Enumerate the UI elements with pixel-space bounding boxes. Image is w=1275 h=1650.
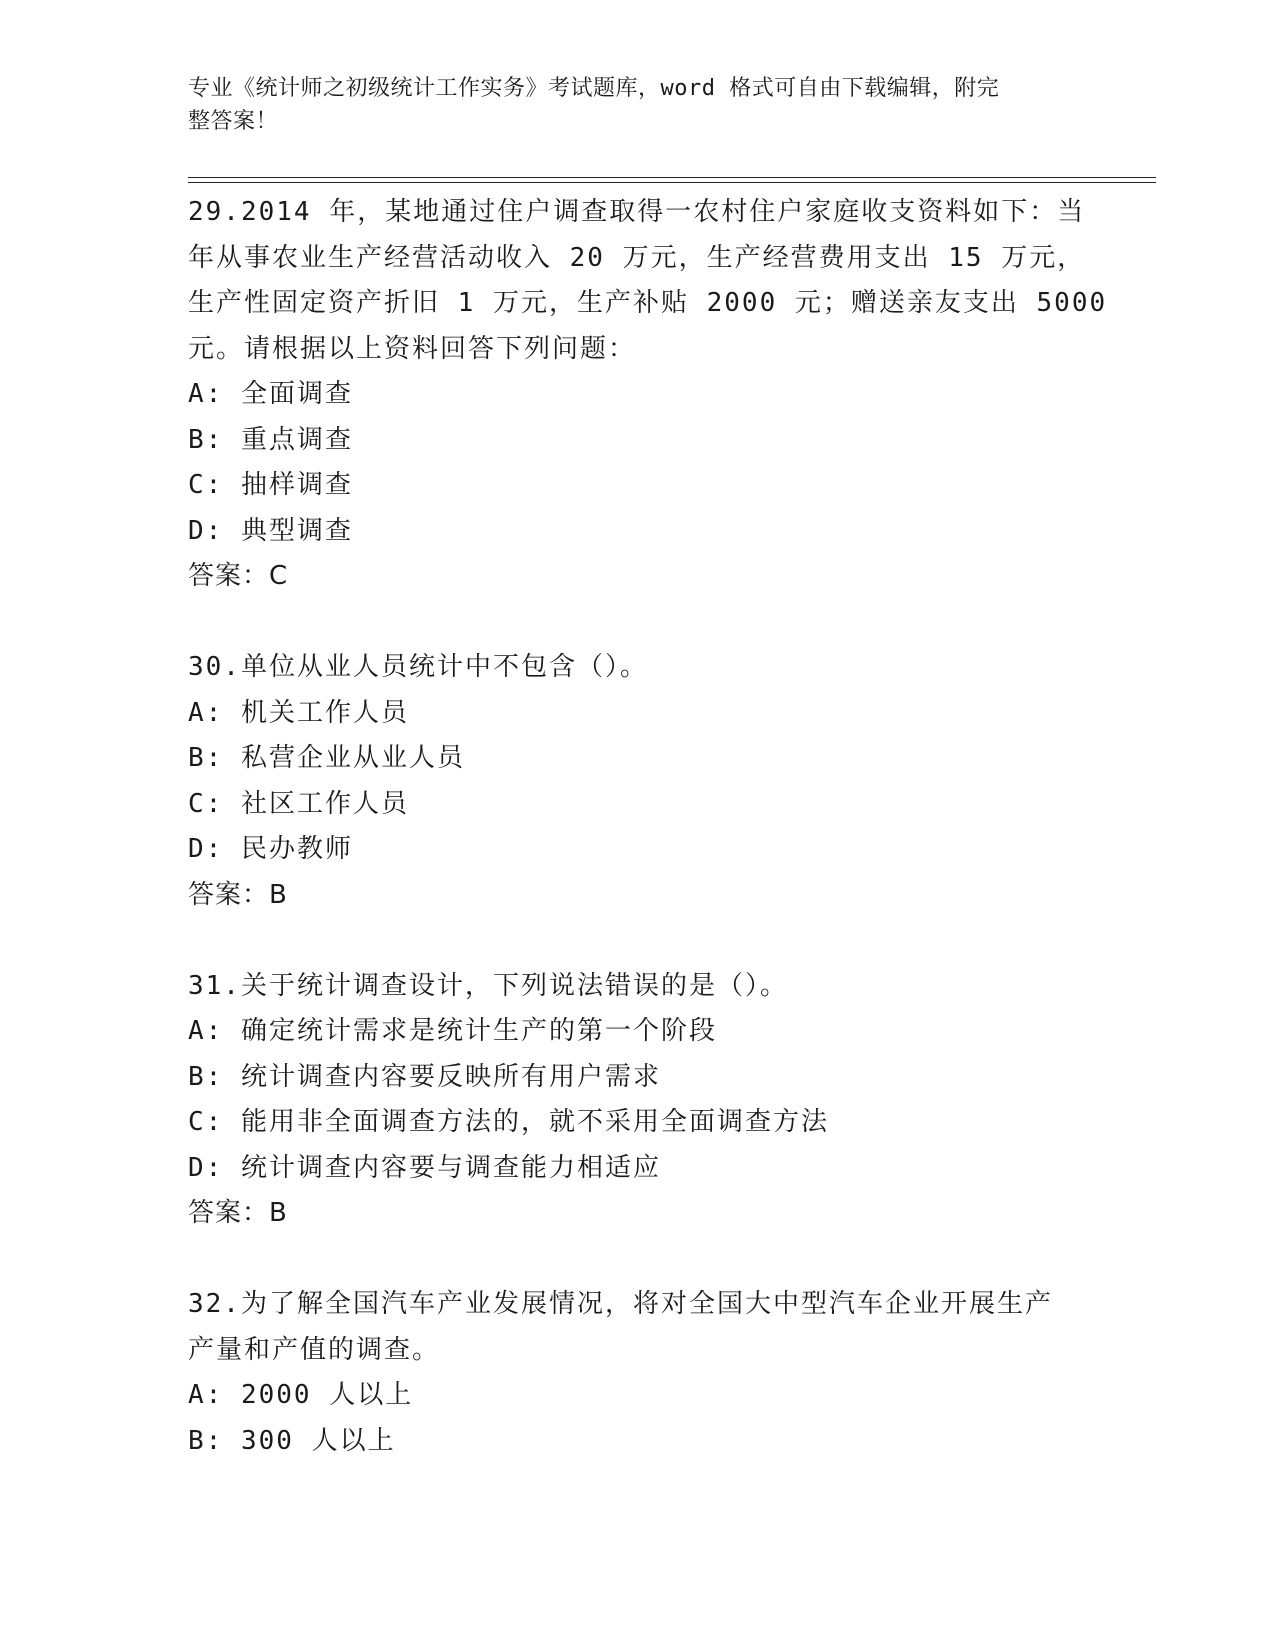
- document-header: [188, 72, 1068, 138]
- option-c: C: 社区工作人员: [188, 788, 409, 819]
- option-c: C: 抽样调查: [188, 470, 353, 500]
- question-29: [188, 190, 1108, 600]
- header-line-1: 专业《统计师之初级统计工作实务》考试题库，word 格式可自由下载编辑，附完: [188, 76, 1000, 101]
- question-spacer: [188, 918, 1088, 964]
- header-divider-bottom: [188, 182, 1156, 183]
- question-stem-line: 32.为了解全国汽车产业发展情况，将对全国大中型汽车企业开展生产: [188, 1289, 1053, 1319]
- option-d: D: 典型调查: [188, 515, 353, 546]
- question-stem-line: 31.关于统计调查设计，下列说法错误的是（）。: [188, 970, 788, 1001]
- question-31: [188, 964, 1088, 1237]
- answer-label: 答案：C: [188, 561, 289, 591]
- option-b: B: 重点调查: [188, 424, 353, 455]
- question-stem-line: 元。请根据以上资料回答下列问题：: [188, 333, 637, 364]
- question-stem-line: 生产性固定资产折旧 1 万元，生产补贴 2000 元；赠送亲友支出 5000: [188, 288, 1108, 318]
- option-d: D: 民办教师: [188, 834, 353, 864]
- question-stem-line: 30.单位从业人员统计中不包含（）。: [188, 652, 648, 682]
- header-divider-top: [188, 177, 1156, 178]
- answer-label: 答案：B: [188, 1198, 288, 1228]
- option-a: A: 机关工作人员: [188, 697, 409, 728]
- option-d: D: 统计调查内容要与调查能力相适应: [188, 1152, 661, 1183]
- option-a: A: 2000 人以上: [188, 1380, 414, 1410]
- question-stem-line: 年从事农业生产经营活动收入 20 万元，生产经营费用支出 15 万元，: [188, 242, 1086, 273]
- header-line-2: 整答案！: [188, 109, 279, 134]
- option-b: B: 私营企业从业人员: [188, 743, 465, 773]
- question-30: [188, 645, 1088, 918]
- question-spacer: [188, 600, 1088, 646]
- option-c: C: 能用非全面调查方法的，就不采用全面调查方法: [188, 1107, 829, 1137]
- option-a: A: 确定统计需求是统计生产的第一个阶段: [188, 1016, 717, 1046]
- option-b: B: 统计调查内容要反映所有用户需求: [188, 1061, 661, 1092]
- answer-label: 答案：B: [188, 879, 288, 910]
- question-stem-line: 产量和产值的调查。: [188, 1334, 441, 1365]
- option-a: A: 全面调查: [188, 379, 353, 409]
- option-b: B: 300 人以上: [188, 1425, 396, 1456]
- question-stem-line: 29.2014 年，某地通过住户调查取得一农村住户家庭收支资料如下：当: [188, 197, 1086, 227]
- question-spacer: [188, 1237, 1088, 1283]
- question-list: [188, 190, 1108, 1464]
- question-32: [188, 1282, 1088, 1464]
